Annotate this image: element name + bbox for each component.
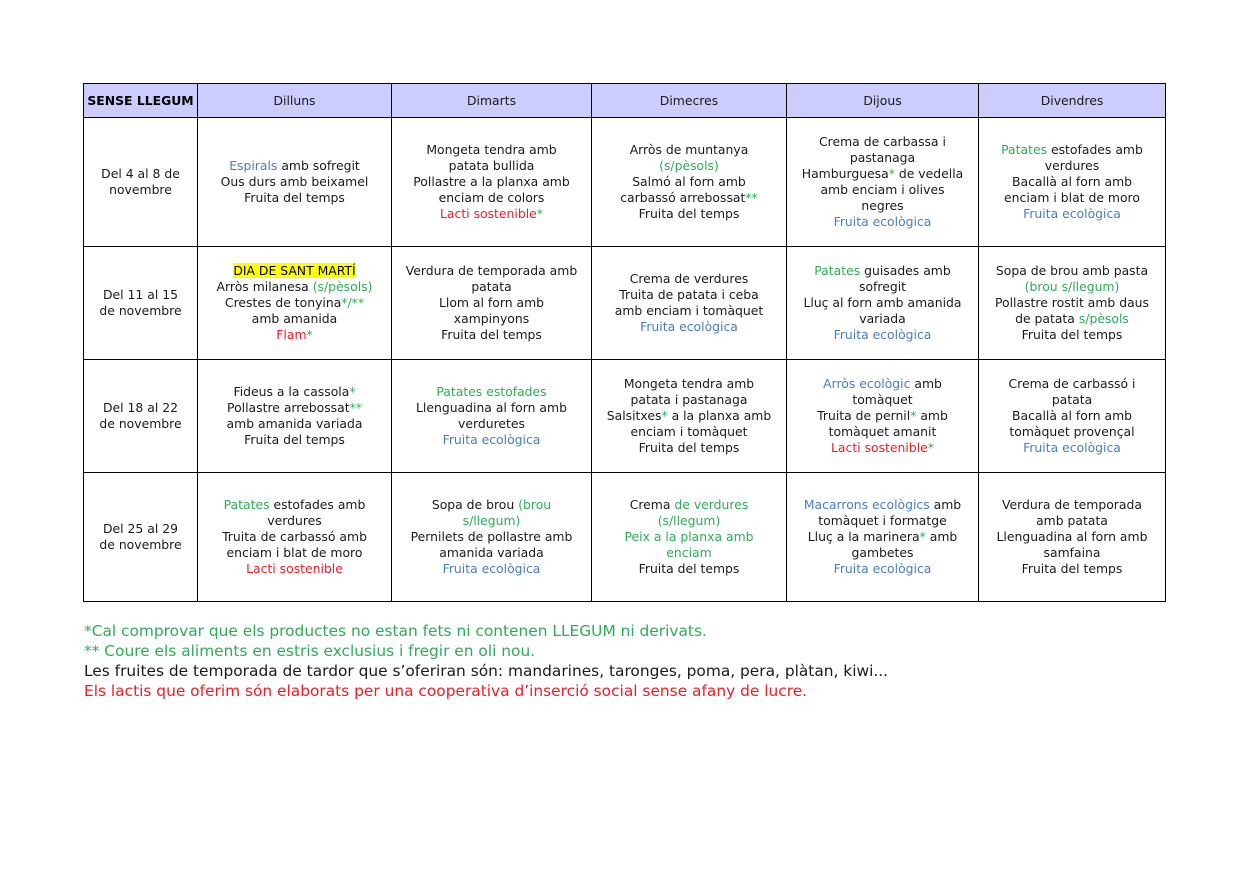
menu-line	[201, 400, 388, 416]
menu-text: patata i pastanaga	[630, 392, 748, 407]
footnote: *Cal comprovar que els productes no estan fets ni contenen LLEGUM ni derivats.	[84, 622, 707, 640]
menu-line	[982, 142, 1162, 158]
menu-line	[982, 529, 1162, 545]
menu-line	[982, 327, 1162, 343]
menu-line	[395, 545, 588, 561]
menu-text: Fruita del temps	[441, 327, 542, 342]
menu-text: tomàquet	[852, 392, 913, 407]
menu-line	[790, 166, 975, 182]
menu-text: Sopa de brou amb pasta	[995, 263, 1149, 278]
menu-cell	[198, 473, 392, 602]
menu-cell	[592, 118, 787, 247]
menu-text: Patates	[1001, 142, 1048, 157]
day-header: Dimarts	[392, 84, 592, 118]
week-row	[84, 247, 1166, 360]
menu-line	[395, 497, 588, 513]
menu-text: *	[927, 440, 934, 455]
menu-text: *	[661, 408, 668, 423]
menu-text: Truita de pernil	[817, 408, 911, 423]
menu-line	[790, 134, 975, 150]
menu-text: xampinyons	[453, 311, 530, 326]
menu-text: carbassó arrebossat	[620, 190, 746, 205]
menu-line	[982, 158, 1162, 174]
menu-cell	[592, 247, 787, 360]
menu-line	[982, 561, 1162, 577]
corner-header: SENSE LLEGUM	[84, 84, 198, 118]
menu-line	[982, 408, 1162, 424]
menu-line	[201, 497, 388, 513]
menu-line	[595, 158, 783, 174]
menu-line	[395, 174, 588, 190]
menu-text: Fruita ecològica	[833, 214, 932, 229]
menu-line	[790, 311, 975, 327]
menu-text: Lluç al forn amb amanida	[803, 295, 962, 310]
menu-line	[595, 545, 783, 561]
menu-line	[395, 279, 588, 295]
menu-text: amb amanida	[251, 311, 338, 326]
menu-text: Fruita ecològica	[442, 561, 541, 576]
menu-line	[395, 190, 588, 206]
menu-text: Flam	[276, 327, 307, 342]
menu-line	[395, 295, 588, 311]
week-label: Del 25 al 29 de novembre	[84, 473, 198, 602]
menu-text: amb sofregit	[277, 158, 360, 173]
menu-text: amanida variada	[439, 545, 544, 560]
menu-line	[201, 279, 388, 295]
menu-text: Lacti sostenible	[246, 561, 343, 576]
menu-text: de patata	[1015, 311, 1079, 326]
menu-line	[595, 408, 783, 424]
menu-text: Fruita del temps	[638, 206, 740, 221]
menu-line	[395, 142, 588, 158]
menu-text: amb	[929, 497, 962, 512]
menu-line	[790, 440, 975, 456]
menu-text: *	[919, 529, 926, 544]
menu-text: Fruita ecològica	[1023, 206, 1121, 221]
menu-text: amb amanida variada	[226, 416, 363, 431]
menu-line	[595, 174, 783, 190]
menu-text: (brou s/llegum)	[1024, 279, 1120, 294]
menu-line	[595, 376, 783, 392]
menu-line	[595, 513, 783, 529]
menu-line	[982, 279, 1162, 295]
menu-text: tomàquet provençal	[1009, 424, 1135, 439]
menu-text: pastanaga	[849, 150, 916, 165]
footnote: Les fruites de temporada de tardor que s’oferiran són: mandarines, taronges, poma, pera, plàtan, kiwi...	[84, 662, 889, 680]
menu-line	[395, 158, 588, 174]
menu-text: amb enciam i tomàquet	[614, 303, 764, 318]
menu-text: (s/pèsols)	[659, 158, 719, 173]
menu-cell	[392, 118, 592, 247]
menu-text: patata bullida	[448, 158, 535, 173]
menu-line	[201, 513, 388, 529]
menu-text: amb enciam i olives	[820, 182, 945, 197]
menu-line	[201, 384, 388, 400]
footnotes	[84, 621, 1184, 701]
menu-text: Fruita del temps	[1021, 561, 1123, 576]
menu-text: Fruita del temps	[638, 440, 740, 455]
menu-text: Pernilets de pollastre amb	[410, 529, 573, 544]
menu-text: Verdura de temporada amb	[405, 263, 578, 278]
menu-text: Arròs ecològic	[823, 376, 911, 391]
menu-text: Pollastre a la planxa amb	[413, 174, 570, 189]
menu-cell	[979, 473, 1166, 602]
menu-line	[790, 295, 975, 311]
menu-text: Fruita ecològica	[833, 561, 932, 576]
menu-text: Fruita ecològica	[442, 432, 541, 447]
menu-text: a la planxa amb	[667, 408, 772, 423]
menu-text: Fruita del temps	[244, 432, 345, 447]
day-header: Dimecres	[592, 84, 787, 118]
menu-text: Lluç a la marinera	[807, 529, 920, 544]
menu-line	[395, 529, 588, 545]
menu-cell	[592, 473, 787, 602]
menu-text: DIA DE SANT MARTÍ	[233, 263, 356, 278]
footnote: ** Coure els aliments en estris exclusius i fregir en oli nou.	[84, 642, 536, 660]
menu-line	[790, 376, 975, 392]
week-row	[84, 473, 1166, 602]
menu-text: Fruita del temps	[1021, 327, 1123, 342]
menu-text: Truita de patata i ceba	[619, 287, 759, 302]
menu-line	[595, 303, 783, 319]
menu-text: Lacti sostenible	[831, 440, 928, 455]
menu-text: Crestes de tonyina	[224, 295, 342, 310]
menu-text: Pollastre rostit amb daus	[995, 295, 1149, 310]
menu-line	[595, 142, 783, 158]
menu-cell	[787, 118, 979, 247]
menu-cell	[787, 360, 979, 473]
menu-line	[982, 174, 1162, 190]
menu-text: Fruita del temps	[244, 190, 345, 205]
menu-text: Macarrons ecològics	[803, 497, 930, 512]
menu-line	[595, 271, 783, 287]
menu-line	[201, 190, 388, 206]
menu-line	[982, 311, 1162, 327]
menu-text: enciam i blat de moro	[226, 545, 363, 560]
menu-text: Lacti sostenible	[440, 206, 537, 221]
menu-text: Peix a la planxa amb	[624, 529, 754, 544]
menu-text: Llenguadina al forn amb	[416, 400, 567, 415]
menu-line	[201, 158, 388, 174]
menu-line	[790, 408, 975, 424]
menu-line	[201, 545, 388, 561]
menu-text: Salmó al forn amb	[632, 174, 746, 189]
menu-text: Pollastre arrebossat	[227, 400, 350, 415]
table-header	[84, 84, 1166, 118]
menu-line	[790, 513, 975, 529]
menu-text: Bacallà al forn amb	[1011, 408, 1133, 423]
menu-text: tomàquet amanit	[828, 424, 937, 439]
menu-text: (brou	[518, 497, 552, 512]
menu-line	[201, 327, 388, 343]
menu-line	[201, 529, 388, 545]
menu-text: Sopa de brou	[431, 497, 519, 512]
menu-text: Fruita del temps	[638, 561, 740, 576]
menu-text: sofregit	[858, 279, 906, 294]
menu-text: (s/pèsols)	[312, 279, 373, 294]
menu-cell	[592, 360, 787, 473]
menu-line	[201, 432, 388, 448]
menu-line	[790, 497, 975, 513]
menu-line	[595, 392, 783, 408]
week-row	[84, 360, 1166, 473]
menu-line	[201, 263, 388, 279]
menu-line	[982, 497, 1162, 513]
menu-text: gambetes	[851, 545, 914, 560]
menu-cell	[979, 360, 1166, 473]
menu-line	[790, 182, 975, 198]
menu-line	[790, 327, 975, 343]
menu-line	[595, 440, 783, 456]
header-row	[84, 84, 1166, 118]
menu-line	[395, 206, 588, 222]
menu-text: verdures	[1044, 158, 1100, 173]
menu-line	[395, 561, 588, 577]
menu-cell	[979, 247, 1166, 360]
menu-text: **	[745, 190, 758, 205]
menu-line	[595, 287, 783, 303]
menu-line	[982, 263, 1162, 279]
menu-line	[982, 190, 1162, 206]
day-header: Dilluns	[198, 84, 392, 118]
menu-line	[395, 416, 588, 432]
menu-text: Fruita ecològica	[833, 327, 932, 342]
menu-text: Espirals	[229, 158, 278, 173]
menu-text: variada	[859, 311, 906, 326]
menu-line	[395, 513, 588, 529]
menu-text: Bacallà al forn amb	[1011, 174, 1133, 189]
menu-line	[790, 424, 975, 440]
menu-text: Fideus a la cassola	[233, 384, 350, 399]
menu-text: Hamburguesa	[801, 166, 889, 181]
menu-line	[982, 376, 1162, 392]
menu-text: samfaina	[1043, 545, 1101, 560]
menu-line	[201, 295, 388, 311]
menu-line	[790, 529, 975, 545]
menu-text: verduretes	[458, 416, 525, 431]
menu-text: patata	[471, 279, 512, 294]
menu-line	[395, 432, 588, 448]
menu-line	[982, 513, 1162, 529]
menu-cell	[198, 247, 392, 360]
menu-text: Verdura de temporada	[1002, 497, 1142, 512]
menu-text: Patates estofades	[436, 384, 547, 399]
menu-line	[595, 529, 783, 545]
week-label: Del 4 al 8 de novembre	[84, 118, 198, 247]
menu-text: amb patata	[1036, 513, 1108, 528]
menu-line	[790, 198, 975, 214]
menu-line	[395, 384, 588, 400]
menu-text: s/llegum)	[462, 513, 521, 528]
menu-text: Crema de carbassó i	[1008, 376, 1136, 391]
menu-text: amb	[916, 408, 948, 423]
menu-text: patata	[1051, 392, 1093, 407]
menu-line	[395, 400, 588, 416]
menu-line	[201, 174, 388, 190]
menu-text: (s/llegum)	[657, 513, 721, 528]
day-header: Divendres	[979, 84, 1166, 118]
menu-line	[395, 311, 588, 327]
menu-line	[595, 497, 783, 513]
menu-text: Crema de carbassa i	[819, 134, 946, 149]
menu-text: Mongeta tendra amb	[623, 376, 755, 391]
menu-text: de vedella	[894, 166, 964, 181]
menu-cell	[392, 247, 592, 360]
menu-cell	[392, 473, 592, 602]
menu-text: estofades amb	[1047, 142, 1143, 157]
menu-text: guisades amb	[860, 263, 951, 278]
menu-line	[790, 150, 975, 166]
menu-line	[201, 311, 388, 327]
menu-line	[790, 263, 975, 279]
menu-text: amb	[925, 529, 958, 544]
menu-cell	[787, 473, 979, 602]
menu-line	[790, 214, 975, 230]
menu-text: enciam	[666, 545, 712, 560]
menu-line	[595, 424, 783, 440]
menu-text: Crema de verdures	[629, 271, 749, 286]
menu-text: **	[349, 400, 362, 415]
menu-line	[982, 295, 1162, 311]
menu-line	[595, 206, 783, 222]
menu-line	[982, 424, 1162, 440]
menu-line	[595, 190, 783, 206]
menu-line	[395, 263, 588, 279]
menu-text: Crema	[629, 497, 675, 512]
footnote: Els lactis que oferim són elaborats per una cooperativa d’inserció social sense afany de lucre.	[84, 682, 808, 700]
menu-text: enciam i tomàquet	[630, 424, 748, 439]
table-body	[84, 118, 1166, 602]
menu-text: Patates	[814, 263, 861, 278]
menu-cell	[198, 360, 392, 473]
menu-line	[982, 206, 1162, 222]
menu-text: de verdures	[674, 497, 749, 512]
menu-text: enciam de colors	[438, 190, 545, 205]
week-label: Del 18 al 22 de novembre	[84, 360, 198, 473]
menu-text: verdures	[267, 513, 322, 528]
menu-text: Arròs milanesa	[216, 279, 313, 294]
menu-text: negres	[861, 198, 904, 213]
menu-text: enciam i blat de moro	[1004, 190, 1140, 205]
menu-line	[982, 440, 1162, 456]
menu-cell	[787, 247, 979, 360]
menu-text: *	[910, 408, 917, 423]
day-header: Dijous	[787, 84, 979, 118]
menu-text: Llenguadina al forn amb	[996, 529, 1148, 544]
week-row	[84, 118, 1166, 247]
menu-text: Patates	[223, 497, 270, 512]
menu-text: amb	[910, 376, 942, 391]
menu-cell	[392, 360, 592, 473]
menu-text: *	[306, 327, 313, 342]
menu-line	[790, 279, 975, 295]
menu-cell	[979, 118, 1166, 247]
menu-line	[982, 392, 1162, 408]
menu-line	[201, 561, 388, 577]
menu-text: Ous durs amb beixamel	[220, 174, 369, 189]
menu-line	[790, 561, 975, 577]
menu-line	[790, 392, 975, 408]
menu-text: */**	[341, 295, 365, 310]
menu-text: Arròs de muntanya	[629, 142, 749, 157]
menu-line	[201, 416, 388, 432]
menu-line	[595, 319, 783, 335]
menu-text: Llom al forn amb	[438, 295, 545, 310]
menu-cell	[198, 118, 392, 247]
menu-text: *	[349, 384, 356, 399]
menu-text: *	[536, 206, 543, 221]
menu-text: Mongeta tendra amb	[426, 142, 557, 157]
menu-text: Salsitxes	[606, 408, 662, 423]
menu-line	[595, 561, 783, 577]
menu-line	[790, 545, 975, 561]
menu-table	[83, 83, 1166, 602]
menu-text: Fruita ecològica	[640, 319, 738, 334]
menu-text: tomàquet i formatge	[818, 513, 947, 528]
menu-text: Truita de carbassó amb	[222, 529, 367, 544]
menu-line	[982, 545, 1162, 561]
menu-text: s/pèsols	[1078, 311, 1129, 326]
menu-text: *	[888, 166, 895, 181]
menu-text: Fruita ecològica	[1023, 440, 1121, 455]
week-label: Del 11 al 15 de novembre	[84, 247, 198, 360]
menu-line	[395, 327, 588, 343]
menu-text: estofades amb	[269, 497, 366, 512]
